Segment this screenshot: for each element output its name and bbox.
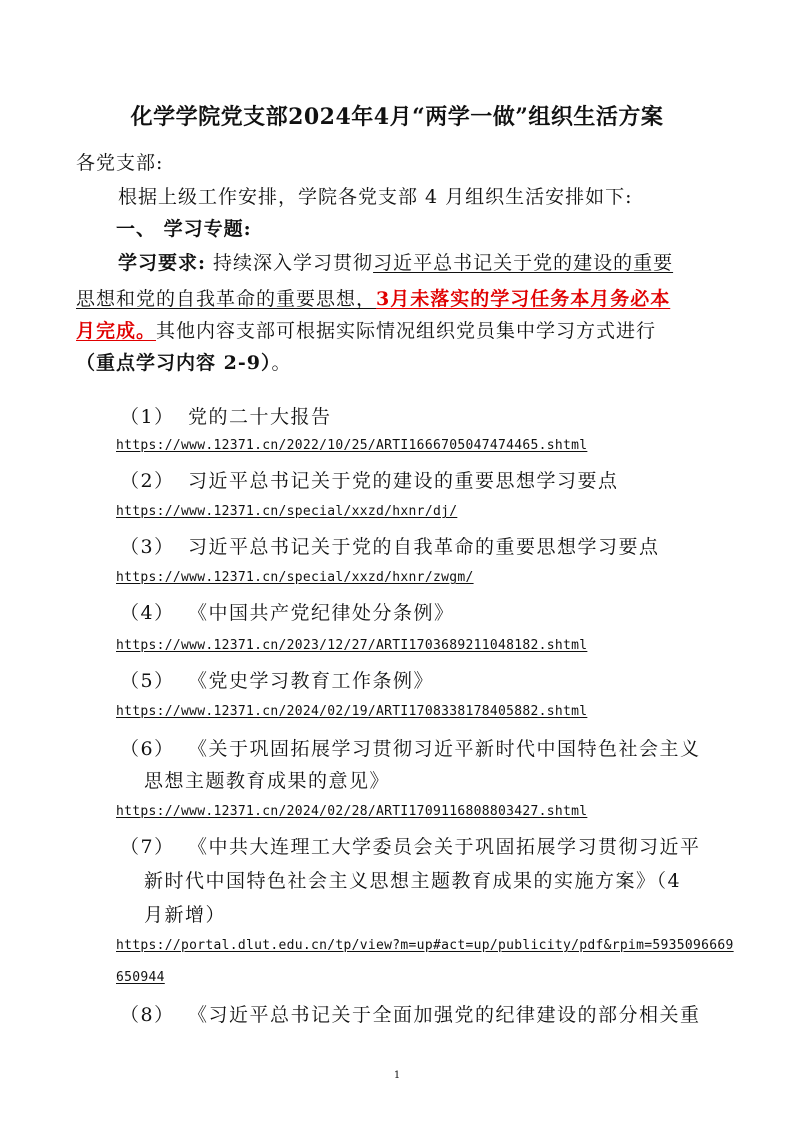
item-number: （7） bbox=[120, 836, 175, 858]
item-link[interactable]: https://www.12371.cn/special/xxzd/hxnr/dj/ bbox=[116, 504, 458, 519]
item-link[interactable]: https://www.12371.cn/2023/12/27/ARTI1703689211048182.shtml bbox=[116, 638, 588, 653]
item-title: 《关于巩固拓展学习贯彻习近平新时代中国特色社会主义 bbox=[188, 738, 701, 760]
item-link-continued[interactable]: 650944 bbox=[116, 970, 165, 985]
list-item bbox=[120, 666, 434, 693]
requirement-line-1 bbox=[118, 248, 673, 275]
requirement-underlined-2: 思想和党的自我革命的重要思想， bbox=[76, 288, 377, 310]
requirement-line-2 bbox=[76, 284, 670, 311]
item-link[interactable]: https://www.12371.cn/special/xxzd/hxnr/zwgm/ bbox=[116, 570, 474, 585]
item-title: 习近平总书记关于党的自我革命的重要思想学习要点 bbox=[188, 536, 660, 558]
item-number: （5） bbox=[120, 670, 175, 692]
item-link[interactable]: https://www.12371.cn/2022/10/25/ARTI1666705047474465.shtml bbox=[116, 438, 588, 453]
requirement-rest: 其他内容支部可根据实际情况组织党员集中学习方式进行 bbox=[156, 320, 657, 342]
list-item bbox=[120, 598, 455, 625]
requirement-line-4 bbox=[76, 348, 291, 375]
requirement-text-a: 持续深入学习贯彻 bbox=[206, 252, 374, 274]
page-number: 1 bbox=[393, 1070, 401, 1081]
item-number: （2） bbox=[120, 470, 175, 492]
item-number: （6） bbox=[120, 738, 175, 760]
item-number: （8） bbox=[120, 1004, 175, 1026]
item-title-continued: 月新增） bbox=[144, 904, 227, 926]
requirement-red-2: 月完成。 bbox=[76, 320, 157, 342]
requirement-focus: （重点学习内容 2-9） bbox=[76, 352, 272, 374]
item-link[interactable]: https://portal.dlut.edu.cn/tp/view?m=up#act=up/publicity/pdf&rpim=5935096669 bbox=[116, 938, 734, 953]
list-item bbox=[120, 734, 701, 761]
item-title-continued: 思想主题教育成果的意见》 bbox=[144, 770, 391, 792]
requirement-line-3 bbox=[76, 316, 656, 343]
item-number: （3） bbox=[120, 536, 175, 558]
list-item bbox=[120, 402, 332, 429]
intro-paragraph: 根据上级工作安排，学院各党支部 4 月组织生活安排如下: bbox=[118, 186, 633, 208]
list-item bbox=[120, 466, 619, 493]
document-title: 化学学院党支部2024年4月“两学一做”组织生活方案 bbox=[130, 104, 664, 130]
item-link[interactable]: https://www.12371.cn/2024/02/19/ARTI1708338178405882.shtml bbox=[116, 704, 588, 719]
requirement-label: 学习要求: bbox=[118, 252, 207, 274]
item-number: （1） bbox=[120, 406, 175, 428]
item-title: 《中国共产党纪律处分条例》 bbox=[188, 602, 455, 624]
section-heading-study-topic: 一、 学习专题: bbox=[116, 218, 252, 240]
item-title: 《党史学习教育工作条例》 bbox=[188, 670, 435, 692]
requirement-red-1: 3月未落实的学习任务本月务必本 bbox=[376, 288, 671, 310]
item-title: 《中共大连理工大学委员会关于巩固拓展学习贯彻习近平 bbox=[188, 836, 701, 858]
item-link[interactable]: https://www.12371.cn/2024/02/28/ARTI1709116808803427.shtml bbox=[116, 804, 588, 819]
list-item bbox=[120, 1000, 701, 1027]
list-item bbox=[120, 532, 660, 559]
item-number: （4） bbox=[120, 602, 175, 624]
salutation: 各党支部: bbox=[76, 152, 164, 174]
requirement-underlined-1: 习近平总书记关于党的建设的重要 bbox=[373, 252, 674, 274]
item-title-continued: 新时代中国特色社会主义思想主题教育成果的实施方案》（4 bbox=[144, 870, 682, 892]
item-title: 党的二十大报告 bbox=[188, 406, 332, 428]
item-title: 《习近平总书记关于全面加强党的纪律建设的部分相关重 bbox=[188, 1004, 701, 1026]
requirement-focus-end: 。 bbox=[271, 352, 292, 374]
list-item bbox=[120, 832, 701, 859]
item-title: 习近平总书记关于党的建设的重要思想学习要点 bbox=[188, 470, 619, 492]
